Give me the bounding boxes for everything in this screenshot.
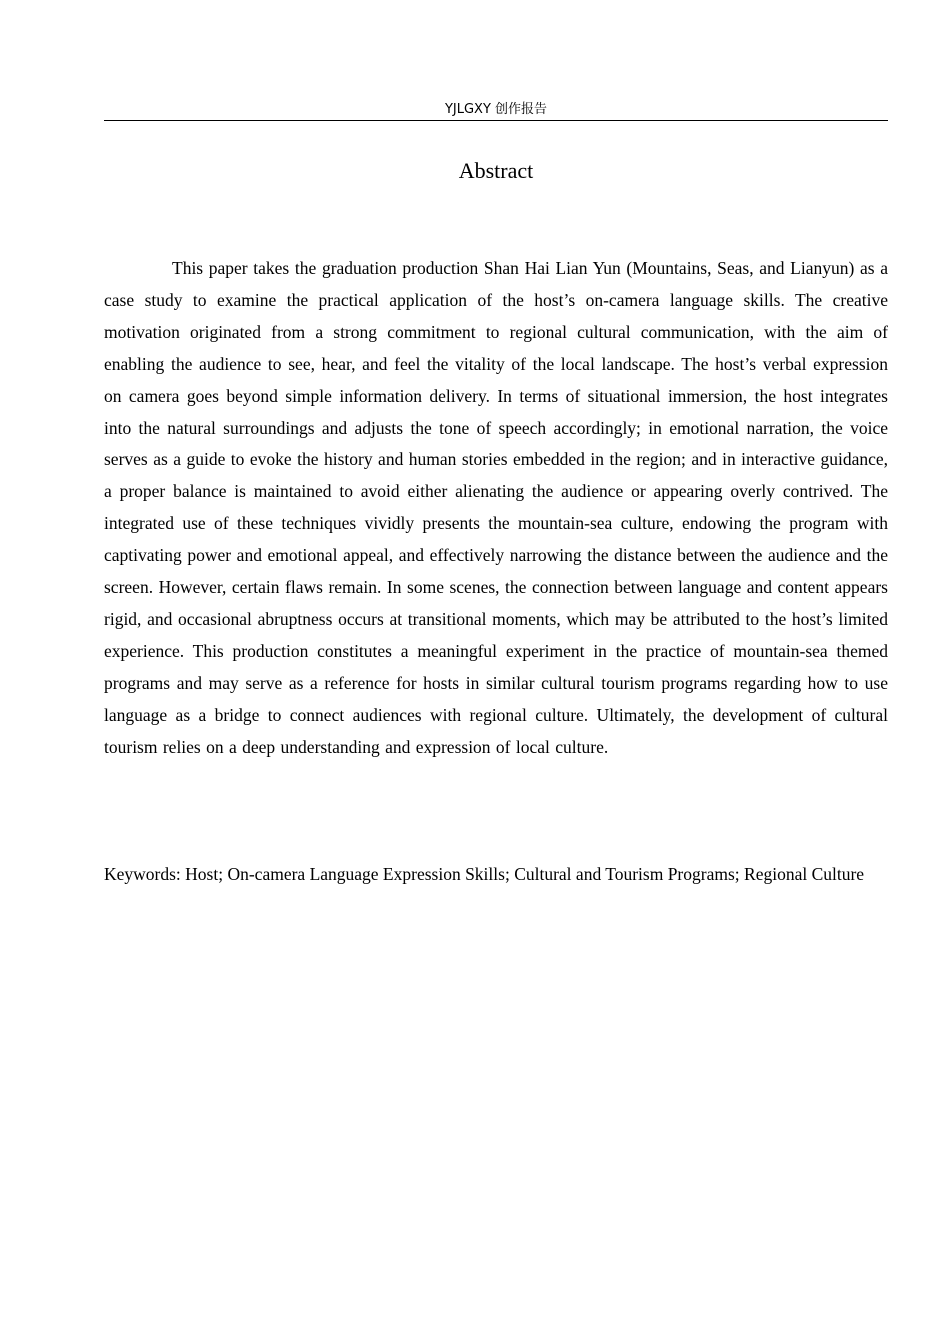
header-divider <box>104 120 888 121</box>
keywords-label: Keywords: <box>104 864 181 884</box>
keywords-text: Host; On-camera Language Expression Skills; Cultural and Tourism Programs; Regional Culture <box>185 864 865 884</box>
abstract-title: Abstract <box>458 158 534 183</box>
abstract-paragraph: This paper takes the graduation production Shan Hai Lian Yun (Mountains, Seas, and Lianyun) as a case study to examine the practical application of the host’s on-camera language skills. The creative motivation originated from a strong commitment to regional cultural communication, with the aim of enabling the audience to see, hear, and feel the vitality of the local landscape. The host’s verbal expression on camera goes beyond simple information delivery. In terms of situational immersion, the host integrates into the natural surroundings and adjusts the tone of speech accordingly; in emotional narration, the voice serves as a guide to evoke the history and human stories embedded in the region; and in interactive guidance, a proper balance is maintained to avoid either alienating the audience or appearing overly contrived. The integrated use of these techniques vividly presents the mountain-sea culture, endowing the program with captivating power and emotional appeal, and effectively narrowing the distance between the audience and the screen. However, certain flaws remain. In some scenes, the connection between language and content appears rigid, and occasional abruptness occurs at transitional moments, which may be attributed to the host’s limited experience. This production constitutes a meaningful experiment in the practice of mountain-sea themed programs and may serve as a reference for hosts in similar cultural tourism programs regarding how to use language as a bridge to connect audiences with regional culture. Ultimately, the development of cultural tourism relies on a deep understanding and expression of local culture. <box>104 258 888 757</box>
running-header: YJLGXY 创作报告 <box>444 102 548 117</box>
keywords-line <box>104 859 888 891</box>
